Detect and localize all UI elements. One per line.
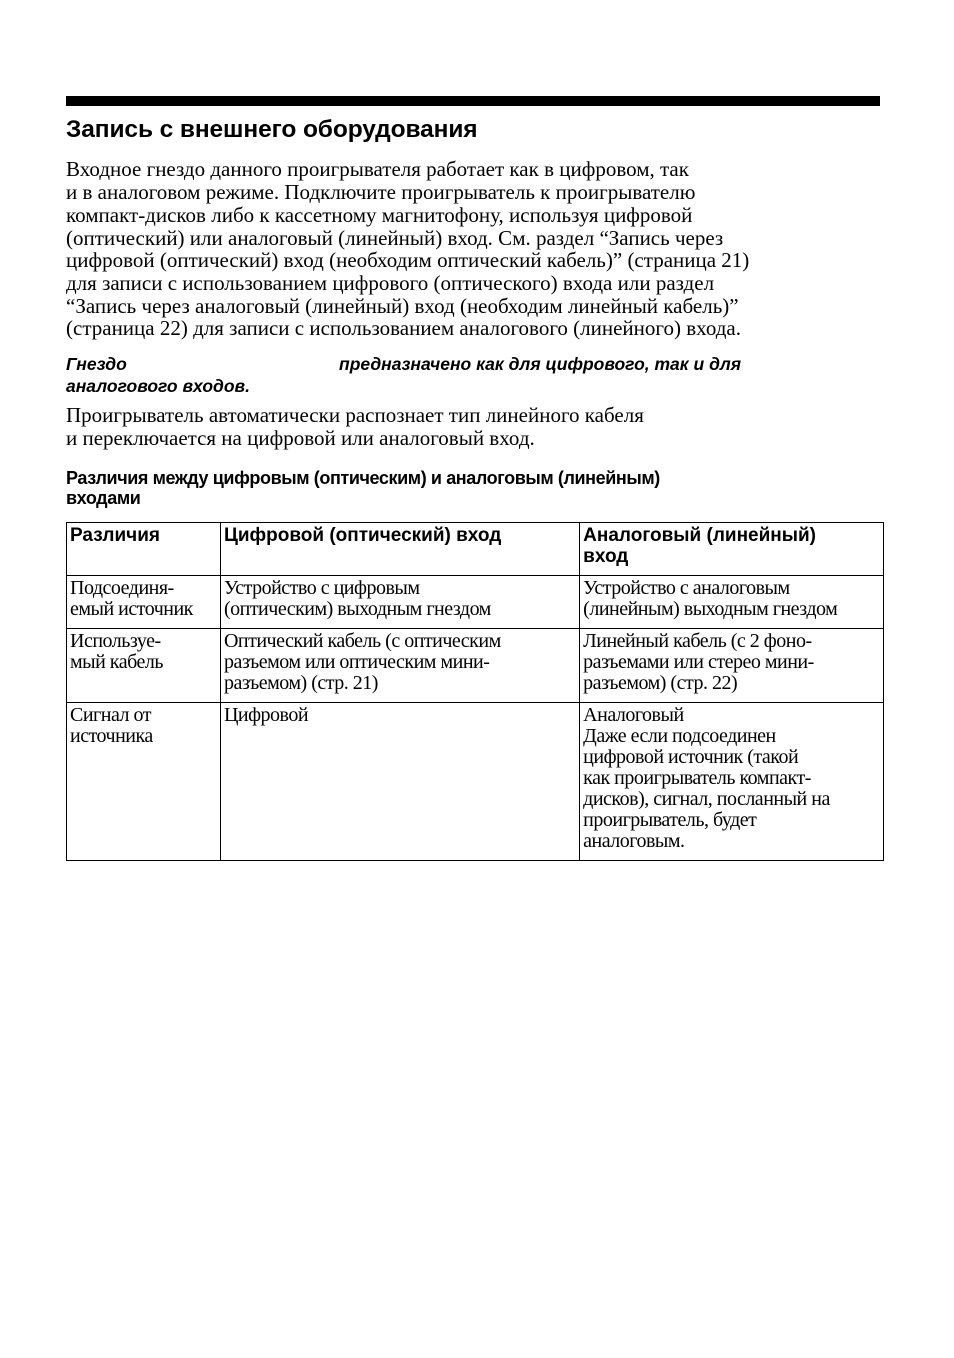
row-label-cell [67, 576, 221, 629]
comparison-table [66, 522, 884, 861]
cell-line: разъемом) (стр. 21) [223, 672, 378, 695]
digital-cell [220, 703, 579, 861]
intro-line: для записи с использованием цифрового (оптического) входа или раздел [66, 270, 715, 295]
header-line: Цифровой (оптический) вход [223, 525, 502, 547]
note-heading-part1: Гнездо [66, 354, 127, 375]
intro-line: (оптический) или аналоговый (линейный) вход. См. раздел “Запись через [66, 225, 724, 250]
analog-cell [580, 576, 884, 629]
table-title-line: входами [66, 488, 141, 509]
cell-line: аналоговым. [583, 830, 685, 853]
note-heading-part3: аналогового входов. [66, 376, 250, 397]
cell-line: (оптическим) выходным гнездом [223, 598, 491, 621]
table-title-line: Различия между цифровым (оптическим) и аналоговым (линейным) [66, 468, 660, 489]
header-line: Аналоговый (линейный) [583, 525, 817, 547]
page-title: Запись с внешнего оборудования [66, 116, 478, 143]
cell-line: Цифровой [223, 704, 309, 727]
intro-line: “Запись через аналоговый (линейный) вход (необходим линейный кабель)” [66, 293, 739, 318]
cell-line: разъемом или оптическим мини- [223, 651, 490, 674]
note-line: Проигрыватель автоматически распознает тип линейного кабеля [66, 403, 644, 428]
intro-line: Входное гнездо данного проигрывателя работает как в цифровом, так [66, 157, 689, 182]
cell-line: как проигрыватель компакт- [583, 767, 811, 790]
intro-line: компакт-дисков либо к кассетному магнитофону, используя цифровой [66, 202, 693, 227]
note-heading [66, 353, 884, 397]
intro-line: цифровой (оптический) вход (необходим оптический кабель)” (страница 21) [66, 248, 750, 273]
table-row [67, 703, 884, 861]
row-label-cell [67, 703, 221, 861]
table-header-row [67, 523, 884, 576]
note-heading-part2: предназначено как для цифрового, так и для [339, 354, 742, 375]
header-line: вход [583, 546, 629, 568]
cell-line: Устройство с аналоговым [583, 577, 790, 600]
cell-line: разъемом) (стр. 22) [583, 672, 738, 695]
cell-line: цифровой источник (такой [583, 746, 799, 769]
cell-line: (линейным) выходным гнездом [583, 598, 838, 621]
cell-line: мый кабель [70, 651, 163, 674]
cell-line: емый источник [70, 598, 193, 621]
table-row [67, 629, 884, 703]
analog-cell [580, 629, 884, 703]
note-line: и переключается на цифровой или аналоговый вход. [66, 426, 535, 451]
cell-line: разъемами или стерео мини- [583, 651, 814, 674]
header-cell-digital [220, 523, 579, 576]
digital-cell [220, 576, 579, 629]
cell-line: Подсоединя- [70, 577, 174, 600]
cell-line: Используе- [70, 630, 161, 653]
intro-paragraph [66, 158, 856, 340]
cell-line: источника [70, 725, 153, 748]
header-cell-analog [580, 523, 884, 576]
cell-line: Оптический кабель (с оптическим [223, 630, 501, 653]
header-line: Различия [70, 525, 160, 547]
digital-cell [220, 629, 579, 703]
header-cell-differences [67, 523, 221, 576]
cell-line: Сигнал от [70, 704, 151, 727]
analog-cell [580, 703, 884, 861]
cell-line: Линейный кабель (с 2 фоно- [583, 630, 812, 653]
table-title [66, 468, 884, 508]
table-row [67, 576, 884, 629]
cell-line: Аналоговый [583, 704, 684, 727]
cell-line: дисков), сигнал, посланный на [583, 788, 830, 811]
row-label-cell [67, 629, 221, 703]
top-rule [66, 96, 880, 106]
intro-line: и в аналоговом режиме. Подключите проигрыватель к проигрывателю [66, 180, 696, 205]
cell-line: проигрыватель, будет [583, 809, 757, 832]
note-body [66, 404, 884, 450]
intro-line: (страница 22) для записи с использованием аналогового (линейного) входа. [66, 316, 742, 341]
document-page [66, 96, 884, 861]
cell-line: Даже если подсоединен [583, 725, 776, 748]
cell-line: Устройство с цифровым [223, 577, 420, 600]
